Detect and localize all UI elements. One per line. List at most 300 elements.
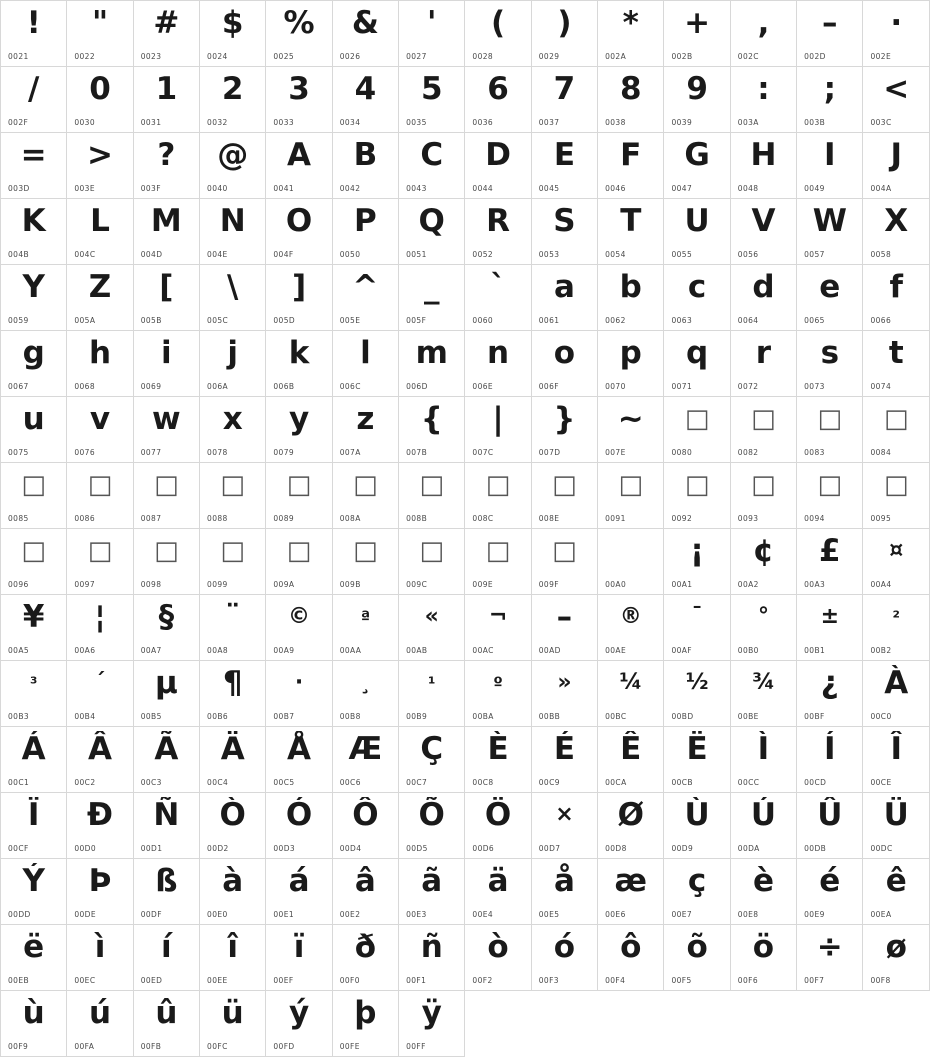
character-glyph: ÿ <box>421 995 442 1031</box>
character-cell[interactable] <box>465 661 531 727</box>
character-cell[interactable] <box>598 397 664 463</box>
character-cell[interactable] <box>133 727 199 793</box>
character-codepoint: 006A <box>207 382 229 391</box>
character-glyph: ! <box>26 5 41 41</box>
character-codepoint: 00CC <box>737 778 760 787</box>
character-cell[interactable] <box>67 463 133 529</box>
character-cell[interactable] <box>266 529 332 595</box>
character-cell[interactable] <box>664 265 730 331</box>
character-glyph: I <box>824 137 836 173</box>
character-cell[interactable] <box>399 595 465 661</box>
character-cell[interactable] <box>332 595 398 661</box>
character-cell[interactable] <box>863 793 930 859</box>
character-cell[interactable] <box>863 397 930 463</box>
character-codepoint: 005B <box>140 316 162 325</box>
character-glyph: Ô <box>352 797 379 833</box>
character-cell[interactable] <box>1 529 67 595</box>
character-glyph: □ <box>618 470 644 500</box>
character-cell[interactable] <box>67 529 133 595</box>
character-codepoint: 006B <box>273 382 295 391</box>
character-cell[interactable] <box>67 595 133 661</box>
character-cell[interactable] <box>531 925 597 991</box>
character-codepoint: 0071 <box>671 382 693 391</box>
character-glyph: ) <box>557 5 572 41</box>
character-cell[interactable] <box>266 595 332 661</box>
character-glyph: © <box>288 604 311 629</box>
character-cell[interactable] <box>67 991 133 1057</box>
character-cell[interactable] <box>531 133 597 199</box>
character-cell[interactable] <box>399 265 465 331</box>
character-glyph: [ <box>159 269 174 305</box>
character-codepoint: 0087 <box>140 514 162 523</box>
character-glyph: □ <box>419 536 445 566</box>
character-map-row <box>1 1 930 67</box>
character-glyph: Z <box>88 269 112 305</box>
character-cell[interactable] <box>1 595 67 661</box>
character-cell[interactable] <box>797 595 863 661</box>
character-cell[interactable] <box>465 463 531 529</box>
character-cell[interactable] <box>67 1 133 67</box>
character-glyph: Ì <box>757 731 770 767</box>
character-cell[interactable] <box>332 859 398 925</box>
character-cell[interactable] <box>531 463 597 529</box>
character-cell[interactable] <box>332 133 398 199</box>
character-cell[interactable] <box>1 1 67 67</box>
character-cell[interactable] <box>399 925 465 991</box>
character-glyph: j <box>227 335 239 371</box>
character-cell[interactable] <box>863 859 930 925</box>
character-glyph: « <box>424 604 439 629</box>
character-cell[interactable] <box>1 199 67 265</box>
empty-cell <box>465 991 531 1057</box>
character-cell[interactable] <box>200 793 266 859</box>
character-cell[interactable] <box>1 67 67 133</box>
character-cell[interactable] <box>664 133 730 199</box>
character-cell[interactable] <box>598 661 664 727</box>
character-map-row <box>1 661 930 727</box>
character-codepoint: 006C <box>339 382 361 391</box>
character-cell[interactable] <box>332 727 398 793</box>
character-cell[interactable] <box>863 529 930 595</box>
character-glyph: W <box>812 203 847 239</box>
character-codepoint: 0059 <box>8 316 29 325</box>
character-cell[interactable] <box>332 793 398 859</box>
character-cell[interactable] <box>399 727 465 793</box>
character-cell[interactable] <box>531 859 597 925</box>
character-cell[interactable] <box>664 727 730 793</box>
character-glyph: ò <box>487 929 509 965</box>
character-cell[interactable] <box>266 991 332 1057</box>
character-cell[interactable] <box>332 1 398 67</box>
character-cell[interactable] <box>465 793 531 859</box>
character-cell[interactable] <box>531 727 597 793</box>
character-cell[interactable] <box>730 199 796 265</box>
character-glyph: ± <box>820 604 840 629</box>
character-cell[interactable] <box>465 595 531 661</box>
character-cell[interactable] <box>797 133 863 199</box>
character-cell[interactable] <box>200 463 266 529</box>
character-cell[interactable] <box>67 859 133 925</box>
character-cell[interactable] <box>797 463 863 529</box>
character-cell[interactable] <box>730 331 796 397</box>
character-glyph: □ <box>552 470 577 500</box>
character-cell[interactable] <box>730 463 796 529</box>
character-codepoint: 00B4 <box>74 712 96 721</box>
character-map-row <box>1 925 930 991</box>
character-cell[interactable] <box>797 727 863 793</box>
character-cell[interactable] <box>399 67 465 133</box>
character-cell[interactable] <box>1 661 67 727</box>
character-cell[interactable] <box>133 925 199 991</box>
character-cell[interactable] <box>133 1 199 67</box>
character-codepoint: 00DD <box>8 910 31 919</box>
character-cell[interactable] <box>465 859 531 925</box>
character-cell[interactable] <box>67 397 133 463</box>
character-cell[interactable] <box>531 265 597 331</box>
character-glyph: ¼ <box>619 670 643 695</box>
character-glyph: Ó <box>285 797 313 833</box>
character-glyph: 6 <box>487 71 509 107</box>
character-cell[interactable] <box>1 397 67 463</box>
character-cell[interactable] <box>332 661 398 727</box>
character-cell[interactable] <box>399 661 465 727</box>
character-cell[interactable] <box>67 265 133 331</box>
character-cell[interactable] <box>67 133 133 199</box>
character-cell[interactable] <box>67 67 133 133</box>
character-cell[interactable] <box>332 925 398 991</box>
character-cell[interactable] <box>863 925 930 991</box>
character-cell[interactable] <box>598 925 664 991</box>
character-codepoint: 0096 <box>8 580 29 589</box>
character-cell[interactable] <box>598 727 664 793</box>
character-cell[interactable] <box>863 199 930 265</box>
character-cell[interactable] <box>266 1 332 67</box>
character-cell[interactable] <box>399 199 465 265</box>
character-cell[interactable] <box>133 661 199 727</box>
character-cell[interactable] <box>465 67 531 133</box>
character-glyph: Î <box>890 731 902 767</box>
character-cell[interactable] <box>465 265 531 331</box>
character-codepoint: 0039 <box>671 118 693 127</box>
character-cell[interactable] <box>1 925 67 991</box>
character-cell[interactable] <box>1 463 67 529</box>
character-cell[interactable] <box>399 133 465 199</box>
character-cell[interactable] <box>200 529 266 595</box>
character-cell[interactable] <box>1 991 67 1057</box>
character-codepoint: 00E4 <box>472 910 494 919</box>
character-cell[interactable] <box>133 397 199 463</box>
character-cell[interactable] <box>332 67 398 133</box>
character-cell[interactable] <box>598 859 664 925</box>
character-cell[interactable] <box>266 463 332 529</box>
character-cell[interactable] <box>797 397 863 463</box>
character-codepoint: 00A7 <box>140 646 162 655</box>
character-glyph: · <box>294 670 304 695</box>
character-cell[interactable] <box>730 661 796 727</box>
character-codepoint: 0086 <box>74 514 96 523</box>
character-glyph: ö <box>752 929 775 965</box>
character-codepoint: 00FE <box>339 1042 360 1051</box>
character-glyph: { <box>420 401 443 437</box>
character-codepoint: 00A1 <box>671 580 693 589</box>
character-cell[interactable] <box>598 529 664 595</box>
character-cell[interactable] <box>465 199 531 265</box>
character-cell[interactable] <box>531 331 597 397</box>
character-cell[interactable] <box>200 991 266 1057</box>
character-cell[interactable] <box>531 793 597 859</box>
character-cell[interactable] <box>465 925 531 991</box>
character-codepoint: 004B <box>8 250 30 259</box>
character-cell[interactable] <box>797 199 863 265</box>
character-cell[interactable] <box>730 265 796 331</box>
character-cell[interactable] <box>863 1 930 67</box>
character-cell[interactable] <box>133 199 199 265</box>
character-cell[interactable] <box>266 925 332 991</box>
character-cell[interactable] <box>266 859 332 925</box>
character-cell[interactable] <box>797 925 863 991</box>
character-cell[interactable] <box>200 925 266 991</box>
character-cell[interactable] <box>863 661 930 727</box>
character-glyph: 5 <box>420 71 443 107</box>
character-cell[interactable] <box>863 463 930 529</box>
character-cell[interactable] <box>465 133 531 199</box>
character-cell[interactable] <box>598 793 664 859</box>
character-cell[interactable] <box>863 727 930 793</box>
character-codepoint: 00B1 <box>804 646 826 655</box>
character-cell[interactable] <box>332 199 398 265</box>
character-cell[interactable] <box>465 331 531 397</box>
character-codepoint: 002B <box>671 52 693 61</box>
character-cell[interactable] <box>133 859 199 925</box>
character-cell[interactable] <box>730 727 796 793</box>
character-cell[interactable] <box>399 793 465 859</box>
character-cell[interactable] <box>598 595 664 661</box>
character-cell[interactable] <box>1 133 67 199</box>
character-cell[interactable] <box>266 793 332 859</box>
character-cell[interactable] <box>67 199 133 265</box>
character-glyph: □ <box>286 536 312 566</box>
character-cell[interactable] <box>664 1 730 67</box>
character-codepoint: 007D <box>538 448 561 457</box>
character-cell[interactable] <box>200 1 266 67</box>
character-cell[interactable] <box>332 265 398 331</box>
character-cell[interactable] <box>1 859 67 925</box>
character-cell[interactable] <box>598 331 664 397</box>
character-glyph: ú <box>88 995 112 1031</box>
character-cell[interactable] <box>200 727 266 793</box>
character-cell[interactable] <box>332 463 398 529</box>
character-cell[interactable] <box>266 727 332 793</box>
character-cell[interactable] <box>730 793 796 859</box>
character-cell[interactable] <box>664 67 730 133</box>
character-cell[interactable] <box>332 397 398 463</box>
character-cell[interactable] <box>200 67 266 133</box>
character-cell[interactable] <box>863 595 930 661</box>
character-cell[interactable] <box>730 67 796 133</box>
character-glyph: ^ <box>352 269 379 305</box>
character-cell[interactable] <box>730 397 796 463</box>
character-cell[interactable] <box>598 199 664 265</box>
character-glyph: ø <box>885 929 907 965</box>
character-cell[interactable] <box>598 463 664 529</box>
character-glyph: Ã <box>154 731 179 767</box>
character-cell[interactable] <box>465 727 531 793</box>
character-cell[interactable] <box>664 595 730 661</box>
character-glyph: G <box>684 137 710 173</box>
character-codepoint: 0027 <box>406 52 427 61</box>
character-cell[interactable] <box>531 529 597 595</box>
character-cell[interactable] <box>133 991 199 1057</box>
character-cell[interactable] <box>266 397 332 463</box>
character-cell[interactable] <box>531 1 597 67</box>
character-cell[interactable] <box>598 67 664 133</box>
character-cell[interactable] <box>465 397 531 463</box>
character-cell[interactable] <box>266 133 332 199</box>
character-cell[interactable] <box>531 67 597 133</box>
character-cell[interactable] <box>531 595 597 661</box>
character-cell[interactable] <box>67 331 133 397</box>
character-cell[interactable] <box>1 331 67 397</box>
character-codepoint: 0060 <box>472 316 494 325</box>
character-cell[interactable] <box>797 331 863 397</box>
character-cell[interactable] <box>531 199 597 265</box>
character-cell[interactable] <box>863 265 930 331</box>
character-cell[interactable] <box>1 727 67 793</box>
character-cell[interactable] <box>797 793 863 859</box>
character-cell[interactable] <box>664 925 730 991</box>
character-cell[interactable] <box>797 529 863 595</box>
character-cell[interactable] <box>332 331 398 397</box>
character-cell[interactable] <box>531 661 597 727</box>
character-codepoint: 0092 <box>671 514 693 523</box>
character-cell[interactable] <box>133 463 199 529</box>
character-cell[interactable] <box>730 529 796 595</box>
character-glyph: J <box>890 137 902 173</box>
character-glyph: · <box>890 5 903 41</box>
character-cell[interactable] <box>200 265 266 331</box>
character-codepoint: 0098 <box>140 580 162 589</box>
character-cell[interactable] <box>797 661 863 727</box>
character-cell[interactable] <box>133 133 199 199</box>
character-cell[interactable] <box>67 793 133 859</box>
character-cell[interactable] <box>797 67 863 133</box>
character-cell[interactable] <box>730 133 796 199</box>
character-cell[interactable] <box>664 199 730 265</box>
character-cell[interactable] <box>465 529 531 595</box>
character-codepoint: 00F6 <box>737 976 759 985</box>
character-cell[interactable] <box>133 265 199 331</box>
character-cell[interactable] <box>266 265 332 331</box>
character-codepoint: 0022 <box>74 52 96 61</box>
character-glyph: ; <box>823 71 836 107</box>
character-cell[interactable] <box>133 67 199 133</box>
character-cell[interactable] <box>465 1 531 67</box>
character-cell[interactable] <box>67 925 133 991</box>
character-cell[interactable] <box>598 133 664 199</box>
character-glyph: □ <box>353 470 378 500</box>
character-cell[interactable] <box>399 331 465 397</box>
character-cell[interactable] <box>664 397 730 463</box>
character-cell[interactable] <box>200 661 266 727</box>
character-cell[interactable] <box>730 1 796 67</box>
character-glyph: ´ <box>94 670 106 695</box>
character-cell[interactable] <box>797 859 863 925</box>
character-cell[interactable] <box>266 67 332 133</box>
character-cell[interactable] <box>133 793 199 859</box>
character-codepoint: 0030 <box>74 118 96 127</box>
character-cell[interactable] <box>200 133 266 199</box>
character-map-row <box>1 793 930 859</box>
character-cell[interactable] <box>399 859 465 925</box>
character-glyph: ¡ <box>690 533 705 569</box>
character-codepoint: 00EF <box>273 976 294 985</box>
character-cell[interactable] <box>664 793 730 859</box>
character-codepoint: 00BA <box>472 712 494 721</box>
character-cell[interactable] <box>664 859 730 925</box>
character-cell[interactable] <box>664 661 730 727</box>
character-cell[interactable] <box>332 991 398 1057</box>
character-cell[interactable] <box>133 529 199 595</box>
character-codepoint: 00E7 <box>671 910 693 919</box>
character-cell[interactable] <box>863 331 930 397</box>
character-cell[interactable] <box>67 661 133 727</box>
character-cell[interactable] <box>730 925 796 991</box>
character-cell[interactable] <box>664 463 730 529</box>
character-cell[interactable] <box>332 529 398 595</box>
character-cell[interactable] <box>1 265 67 331</box>
character-cell[interactable] <box>1 793 67 859</box>
character-codepoint: 00F9 <box>8 1042 29 1051</box>
character-cell[interactable] <box>266 661 332 727</box>
character-cell[interactable] <box>598 265 664 331</box>
character-glyph: ' <box>426 5 437 41</box>
character-cell[interactable] <box>133 595 199 661</box>
character-codepoint: 0024 <box>207 52 228 61</box>
character-codepoint: 003F <box>140 184 161 193</box>
character-cell[interactable] <box>664 529 730 595</box>
character-cell[interactable] <box>531 397 597 463</box>
character-cell[interactable] <box>797 265 863 331</box>
character-cell[interactable] <box>797 1 863 67</box>
character-cell[interactable] <box>133 331 199 397</box>
character-glyph: | <box>492 401 504 437</box>
character-cell[interactable] <box>266 331 332 397</box>
character-cell[interactable] <box>399 463 465 529</box>
character-cell[interactable] <box>730 859 796 925</box>
character-cell[interactable] <box>266 199 332 265</box>
character-cell[interactable] <box>200 199 266 265</box>
character-codepoint: 00D4 <box>339 844 362 853</box>
character-cell[interactable] <box>200 331 266 397</box>
character-cell[interactable] <box>200 859 266 925</box>
character-cell[interactable] <box>399 529 465 595</box>
character-codepoint: 00A8 <box>207 646 229 655</box>
character-cell[interactable] <box>399 991 465 1057</box>
character-cell[interactable] <box>863 67 930 133</box>
character-cell[interactable] <box>664 331 730 397</box>
character-cell[interactable] <box>730 595 796 661</box>
character-cell[interactable] <box>200 397 266 463</box>
character-cell[interactable] <box>200 595 266 661</box>
character-cell[interactable] <box>67 727 133 793</box>
character-cell[interactable] <box>863 133 930 199</box>
character-cell[interactable] <box>399 397 465 463</box>
character-cell[interactable] <box>399 1 465 67</box>
character-codepoint: 0072 <box>737 382 759 391</box>
character-cell[interactable] <box>598 1 664 67</box>
character-glyph: g <box>22 335 45 371</box>
character-glyph: ¶ <box>222 665 243 701</box>
